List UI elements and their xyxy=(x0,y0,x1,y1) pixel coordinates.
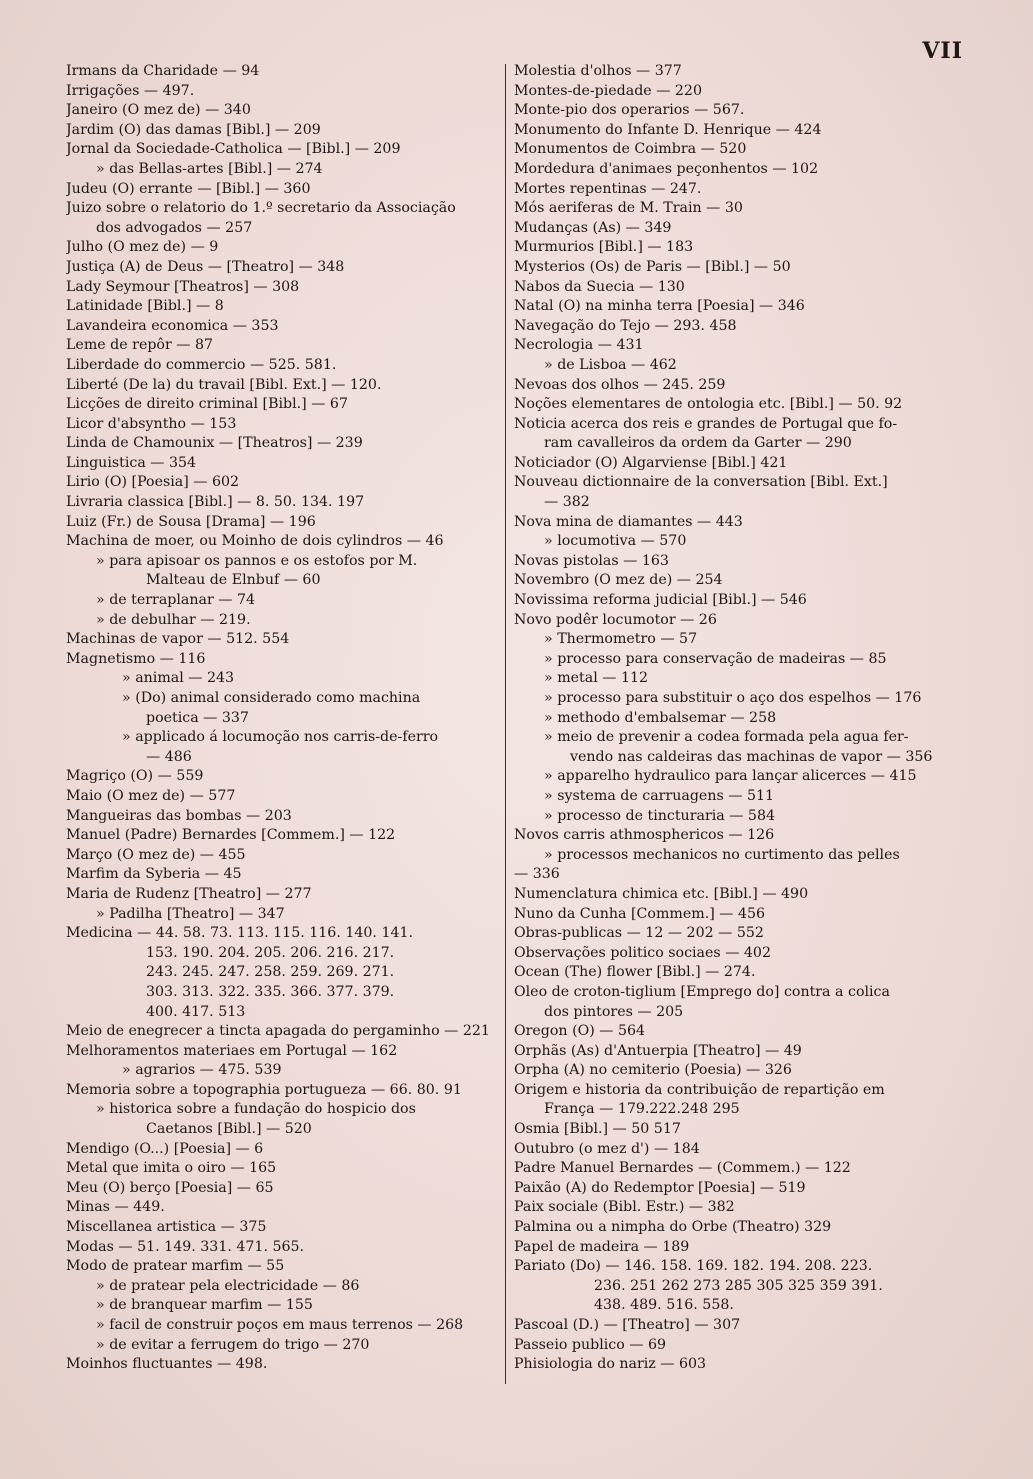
index-entry: » agrarios — 475. 539 xyxy=(122,1062,282,1079)
index-entry: Juizo sobre o relatorio do 1.º secretario da Associação xyxy=(66,200,456,217)
index-entry: » Thermometro — 57 xyxy=(544,631,698,648)
index-entry: » methodo d'embalsemar — 258 xyxy=(544,709,777,726)
index-entry: Latinidade [Bibl.] — 8 xyxy=(66,298,224,315)
index-entry: Minas — 449. xyxy=(66,1199,165,1216)
index-entry: poetica — 337 xyxy=(146,709,249,726)
index-entry: Memoria sobre a topographia portugueza — 66. 80. 91 xyxy=(66,1081,462,1098)
index-entry: Mysterios (Os) de Paris — [Bibl.] — 50 xyxy=(514,258,791,275)
index-entry: Novos carris athmosphericos — 126 xyxy=(514,827,775,844)
index-entry: Obras-publicas — 12 — 202 — 552 xyxy=(514,925,764,942)
index-entry: 153. 190. 204. 205. 206. 216. 217. xyxy=(146,944,395,961)
index-entry: » animal — 243 xyxy=(122,670,235,687)
index-entry: » para apisoar os pannos e os estofos por M. xyxy=(96,552,418,569)
index-entry: — 486 xyxy=(146,748,192,765)
index-entry: Julho (O mez de) — 9 xyxy=(66,239,219,256)
index-entry: Mendigo (O...) [Poesia] — 6 xyxy=(66,1140,264,1157)
index-entry: » processo de tincturaria — 584 xyxy=(544,807,776,824)
index-entry: Observações politico sociaes — 402 xyxy=(514,944,771,961)
index-entry: Orpha (A) no cemiterio (Poesia) — 326 xyxy=(514,1062,792,1079)
index-entry: Luiz (Fr.) de Sousa [Drama] — 196 xyxy=(66,513,316,530)
index-entry: » de evitar a ferrugem do trigo — 270 xyxy=(96,1336,370,1353)
index-entry: Necrologia — 431 xyxy=(514,337,644,354)
index-entry: Mudanças (As) — 349 xyxy=(514,219,672,236)
index-entry: Palmina ou a nimpha do Orbe (Theatro) 329 xyxy=(514,1219,832,1236)
index-entry: Noticiador (O) Algarviense [Bibl.] 421 xyxy=(514,454,788,471)
index-entry: » processo para conservação de madeiras — 85 xyxy=(544,650,887,667)
index-entry: » de debulhar — 219. xyxy=(96,611,251,628)
column-divider xyxy=(505,64,506,1384)
index-entry: Meio de enegrecer a tincta apagada do pergaminho — 221 xyxy=(66,1023,490,1040)
page-number: VII xyxy=(922,38,963,64)
index-entry: Miscellanea artistica — 375 xyxy=(66,1219,267,1236)
index-entry: Jardim (O) das damas [Bibl.] — 209 xyxy=(66,121,321,138)
index-entry: Monte-pio dos operarios — 567. xyxy=(514,102,745,119)
index-entry: Jornal da Sociedade-Catholica — [Bibl.] — 209 xyxy=(66,141,401,158)
index-entry: Monumento do Infante D. Henrique — 424 xyxy=(514,121,822,138)
index-entry: dos advogados — 257 xyxy=(96,219,253,236)
index-entry: Caetanos [Bibl.] — 520 xyxy=(146,1121,312,1138)
index-entry: Justiça (A) de Deus — [Theatro] — 348 xyxy=(66,258,345,275)
index-entry: Lady Seymour [Theatros] — 308 xyxy=(66,278,300,295)
index-entry: Meu (O) berço [Poesia] — 65 xyxy=(66,1179,274,1196)
index-entry: Mortes repentinas — 247. xyxy=(514,180,702,197)
index-entry: — 336 xyxy=(514,866,560,883)
index-entry: 303. 313. 322. 335. 366. 377. 379. xyxy=(146,983,395,1000)
index-entry: » metal — 112 xyxy=(544,670,649,687)
index-entry: Noticia acerca dos reis e grandes de Portugal que fo- xyxy=(514,415,898,432)
index-entry: Pariato (Do) — 146. 158. 169. 182. 194. 208. 223. xyxy=(514,1258,873,1275)
index-entry: » Padilha [Theatro] — 347 xyxy=(96,905,285,922)
index-entry: Natal (O) na minha terra [Poesia] — 346 xyxy=(514,298,805,315)
index-entry: Machinas de vapor — 512. 554 xyxy=(66,631,290,648)
index-entry: Licções de direito criminal [Bibl.] — 67 xyxy=(66,396,348,413)
index-entry: » systema de carruagens — 511 xyxy=(544,787,775,804)
index-entry: Licor d'absyntho — 153 xyxy=(66,415,237,432)
index-entry: Ocean (The) flower [Bibl.] — 274. xyxy=(514,964,756,981)
index-entry: Melhoramentos materiaes em Portugal — 162 xyxy=(66,1042,398,1059)
index-entry: Leme de repôr — 87 xyxy=(66,337,214,354)
index-entry: » locumotiva — 570 xyxy=(544,533,687,550)
index-entry: » de terraplanar — 74 xyxy=(96,592,256,609)
index-entry: Lavandeira economica — 353 xyxy=(66,317,279,334)
index-column-left xyxy=(66,62,498,1375)
index-entry: Marfim da Syberia — 45 xyxy=(66,866,242,883)
index-entry: » applicado á locumoção nos carris-de-ferro xyxy=(122,729,439,746)
index-entry: Manuel (Padre) Bernardes [Commem.] — 122 xyxy=(66,827,396,844)
index-entry: Monumentos de Coimbra — 520 xyxy=(514,141,747,158)
index-entry: Malteau de Elnbuf — 60 xyxy=(146,572,321,589)
index-entry: Novas pistolas — 163 xyxy=(514,552,669,569)
index-entry: Papel de madeira — 189 xyxy=(514,1238,690,1255)
index-entry: Lirio (O) [Poesia] — 602 xyxy=(66,474,240,491)
index-entry: Oleo de croton-tiglium [Emprego do] contra a colica xyxy=(514,983,890,1000)
index-entry: dos pintores — 205 xyxy=(544,1003,684,1020)
index-entry: Nevoas dos olhos — 245. 259 xyxy=(514,376,726,393)
index-entry: Paixão (A) do Redemptor [Poesia] — 519 xyxy=(514,1179,806,1196)
index-entry: Modo de pratear marfim — 55 xyxy=(66,1258,285,1275)
index-entry: França — 179.222.248 295 xyxy=(544,1101,740,1118)
index-entry: Murmurios [Bibl.] — 183 xyxy=(514,239,694,256)
index-entry: Moinhos fluctuantes — 498. xyxy=(66,1356,268,1373)
index-entry: » historica sobre a fundação do hospicio dos xyxy=(96,1101,416,1118)
index-entry: » meio de prevenir a codea formada pela agua fer- xyxy=(544,729,909,746)
index-entry: » apparelho hydraulico para lançar alicerces — 415 xyxy=(544,768,917,785)
index-entry: Origem e historia da contribuição de repartição em xyxy=(514,1081,885,1098)
index-entry: Março (O mez de) — 455 xyxy=(66,846,246,863)
index-entry: » (Do) animal considerado como machina xyxy=(122,690,421,706)
index-entry: Magriço (O) — 559 xyxy=(66,768,204,785)
index-entry: Mordedura d'animaes peçonhentos — 102 xyxy=(514,160,819,177)
index-entry: Irmans da Charidade — 94 xyxy=(66,63,260,79)
index-entry: Nova mina de diamantes — 443 xyxy=(514,513,743,530)
index-entry: ram cavalleiros da ordem da Garter — 290 xyxy=(544,435,852,452)
index-entry: vendo nas caldeiras das machinas de vapor — 356 xyxy=(570,748,933,765)
index-entry: Novissima reforma judicial [Bibl.] — 546 xyxy=(514,592,807,609)
index-entry: Liberdade do commercio — 525. 581. xyxy=(66,356,337,373)
index-entry: Navegação do Tejo — 293. 458 xyxy=(514,317,737,334)
index-entry: Novo podêr locumotor — 26 xyxy=(514,611,717,628)
index-entry: Novembro (O mez de) — 254 xyxy=(514,572,723,589)
index-entry: » de branquear marfim — 155 xyxy=(96,1297,313,1314)
index-entry: Liberté (De la) du travail [Bibl. Ext.] — 120. xyxy=(66,376,382,393)
index-entry: Passeio publico — 69 xyxy=(514,1336,667,1353)
index-entry: Machina de moer, ou Moinho de dois cylindros — 46 xyxy=(66,533,444,550)
index-entry: Montes-de-piedade — 220 xyxy=(514,82,702,99)
index-entry: Oregon (O) — 564 xyxy=(514,1023,646,1040)
index-entry: Paix sociale (Bibl. Estr.) — 382 xyxy=(514,1199,735,1216)
index-entry: Molestia d'olhos — 377 xyxy=(514,63,682,79)
index-entry: 243. 245. 247. 258. 259. 269. 271. xyxy=(146,964,395,981)
index-entry: 400. 417. 513 xyxy=(146,1003,246,1020)
index-entry: Maria de Rudenz [Theatro] — 277 xyxy=(66,885,312,902)
index-entry: Pascoal (D.) — [Theatro] — 307 xyxy=(514,1317,741,1333)
index-entry: » facil de construir poços em maus terrenos — 268 xyxy=(96,1317,464,1333)
index-entry: Mangueiras das bombas — 203 xyxy=(66,807,292,824)
index-entry: Orphãs (As) d'Antuerpia [Theatro] — 49 xyxy=(514,1042,802,1059)
index-entry: Janeiro (O mez de) — 340 xyxy=(66,102,251,119)
index-entry: Numenclatura chimica etc. [Bibl.] — 490 xyxy=(514,885,809,902)
index-entry: Mós aeriferas de M. Train — 30 xyxy=(514,200,743,217)
index-entry: » de Lisboa — 462 xyxy=(544,356,677,373)
index-entry: Livraria classica [Bibl.] — 8. 50. 134. 197 xyxy=(66,494,365,511)
index-entry: Metal que imita o oiro — 165 xyxy=(66,1160,277,1177)
index-entry: 438. 489. 516. 558. xyxy=(594,1297,734,1314)
index-entry: Linguistica — 354 xyxy=(66,454,197,471)
index-entry: Irrigações — 497. xyxy=(66,82,195,99)
index-entry: Noções elementares de ontologia etc. [Bibl.] — 50. 92 xyxy=(514,396,903,413)
index-entry: 236. 251 262 273 285 305 325 359 391. xyxy=(594,1277,883,1294)
index-entry: Medicina — 44. 58. 73. 113. 115. 116. 140. 141. xyxy=(66,925,414,942)
index-entry: Maio (O mez de) — 577 xyxy=(66,787,236,804)
index-entry: » das Bellas-artes [Bibl.] — 274 xyxy=(96,160,323,177)
index-entry: Outubro (o mez d') — 184 xyxy=(514,1140,700,1157)
index-column-right xyxy=(514,62,948,1375)
index-entry: — 382 xyxy=(544,494,590,511)
index-entry: Nouveau dictionnaire de la conversation [Bibl. Ext.] xyxy=(514,474,888,491)
index-entry: Osmia [Bibl.] — 50 517 xyxy=(514,1121,681,1138)
index-entry: Judeu (O) errante — [Bibl.] — 360 xyxy=(66,180,311,197)
index-entry: Magnetismo — 116 xyxy=(66,650,206,667)
index-entry: Nuno da Cunha [Commem.] — 456 xyxy=(514,905,766,922)
index-entry: » de pratear pela electricidade — 86 xyxy=(96,1277,360,1294)
index-entry: » processo para substituir o aço dos espelhos — 176 xyxy=(544,690,922,706)
index-entry: Modas — 51. 149. 331. 471. 565. xyxy=(66,1238,305,1255)
index-entry: Nabos da Suecia — 130 xyxy=(514,278,685,295)
index-entry: » processos mechanicos no curtimento das pelles xyxy=(544,846,900,863)
index-entry: Phisiologia do nariz — 603 xyxy=(514,1356,707,1373)
index-entry: Padre Manuel Bernardes — (Commem.) — 122 xyxy=(514,1160,851,1177)
index-entry: Linda de Chamounix — [Theatros] — 239 xyxy=(66,435,363,452)
